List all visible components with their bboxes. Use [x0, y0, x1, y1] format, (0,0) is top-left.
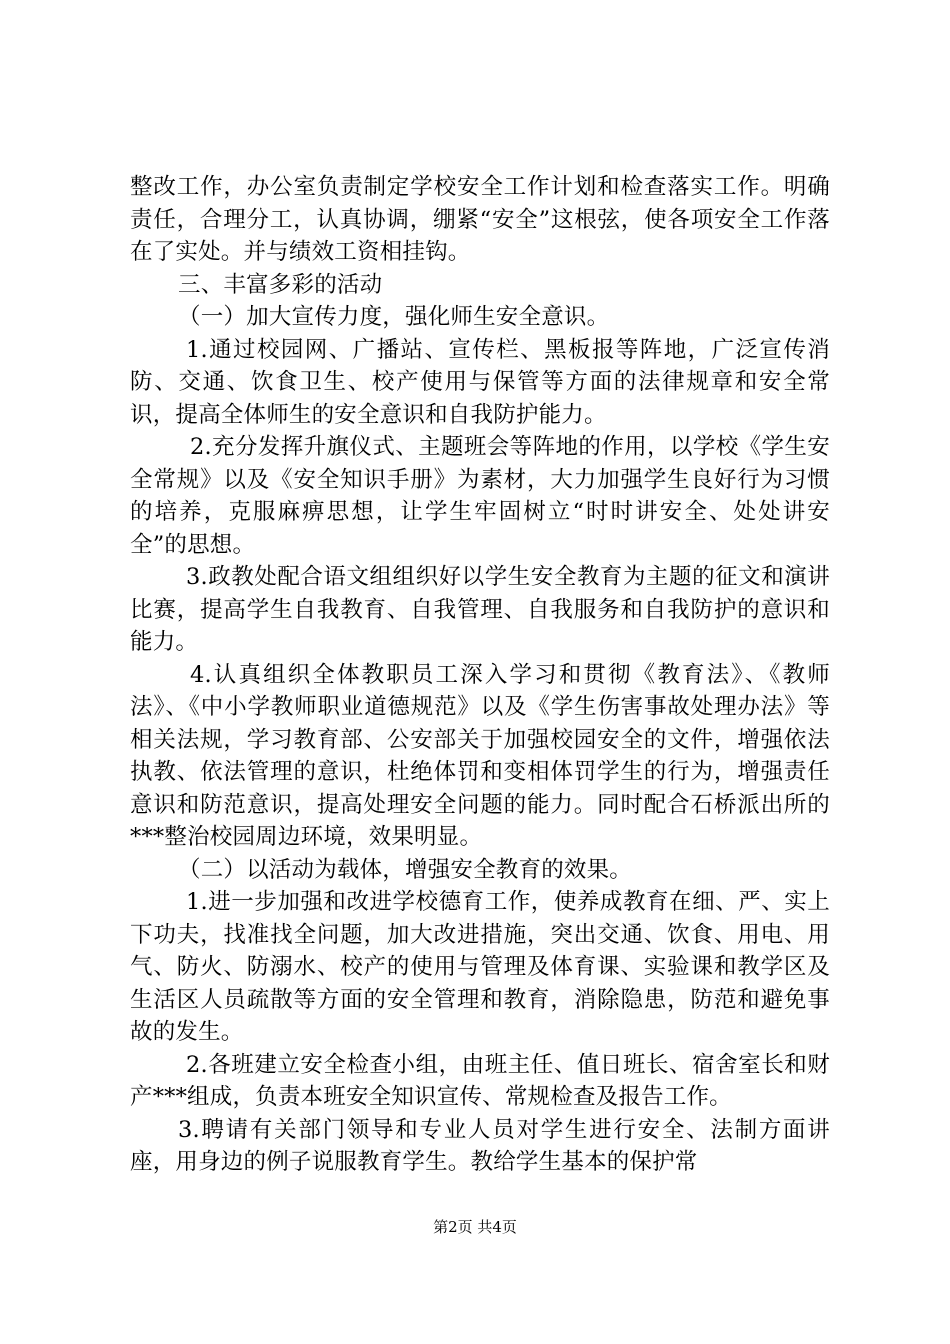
subsection-heading-2: （二）以活动为载体，增强安全教育的效果。: [178, 856, 633, 883]
section-heading-activities: 三、丰富多彩的活动: [178, 271, 383, 298]
paragraph-item-2-3: 3.聘请有关部门领导和专业人员对学生进行安全、法制方面讲座，用身边的例子说服教育学生。教给学生基本的保护常: [130, 1116, 830, 1175]
paragraph-item-1-2: 2.充分发挥升旗仪式、主题班会等阵地的作用，以学校《学生安全常规》以及《安全知识手册》为素材，大力加强学生良好行为习惯的培养，克服麻痹思想，让学生牢固树立“时时讲安全、处处讲安全”的思想。: [130, 434, 830, 558]
paragraph-item-1-4: 4.认真组织全体教职员工深入学习和贯彻《教育法》、《教师法》、《中小学教师职业道德规范》以及《学生伤害事故处理办法》等相关法规，学习教育部、公安部关于加强校园安全的文件，增强依法执教、依法管理的意识，杜绝体罚和变相体罚学生的行为，增强责任意识和防范意识，提高处理安全问题的能力。同时配合石桥派出所的***整治校园周边环境，效果明显。: [130, 661, 830, 850]
document-body: [130, 171, 830, 1179]
paragraph-item-2-2: 2.各班建立安全检查小组，由班主任、值日班长、宿舍室长和财产***组成，负责本班安全知识宣传、常规检查及报告工作。: [130, 1051, 830, 1110]
subsection-heading-1: （一）加大宣传力度，强化师生安全意识。: [178, 304, 610, 330]
page-number: 第2页 共4页: [433, 1218, 517, 1236]
paragraph-continuation: 整改工作，办公室负责制定学校安全工作计划和检查落实工作。明确责任，合理分工，认真协调，绷紧“安全”这根弦，使各项安全工作落在了实处。并与绩效工资相挂钩。: [130, 174, 830, 265]
paragraph-item-2-1: 1.进一步加强和改进学校德育工作，使养成教育在细、严、实上下功夫，找准找全问题，加大改进措施，突出交通、饮食、用电、用气、防火、防溺水、校产的使用与管理及体育课、实验课和教学区及生活区人员疏散等方面的安全管理和教育，消除隐患，防范和避免事故的发生。: [130, 889, 830, 1045]
paragraph-item-1-1: 1.通过校园网、广播站、宣传栏、黑板报等阵地，广泛宣传消防、交通、饮食卫生、校产使用与保管等方面的法律规章和安全常识，提高全体师生的安全意识和自我防护能力。: [130, 336, 830, 428]
page-footer: [0, 1217, 950, 1237]
paragraph-item-1-3: 3.政教处配合语文组组织好以学生安全教育为主题的征文和演讲比赛，提高学生自我教育、自我管理、自我服务和自我防护的意识和能力。: [130, 564, 830, 655]
